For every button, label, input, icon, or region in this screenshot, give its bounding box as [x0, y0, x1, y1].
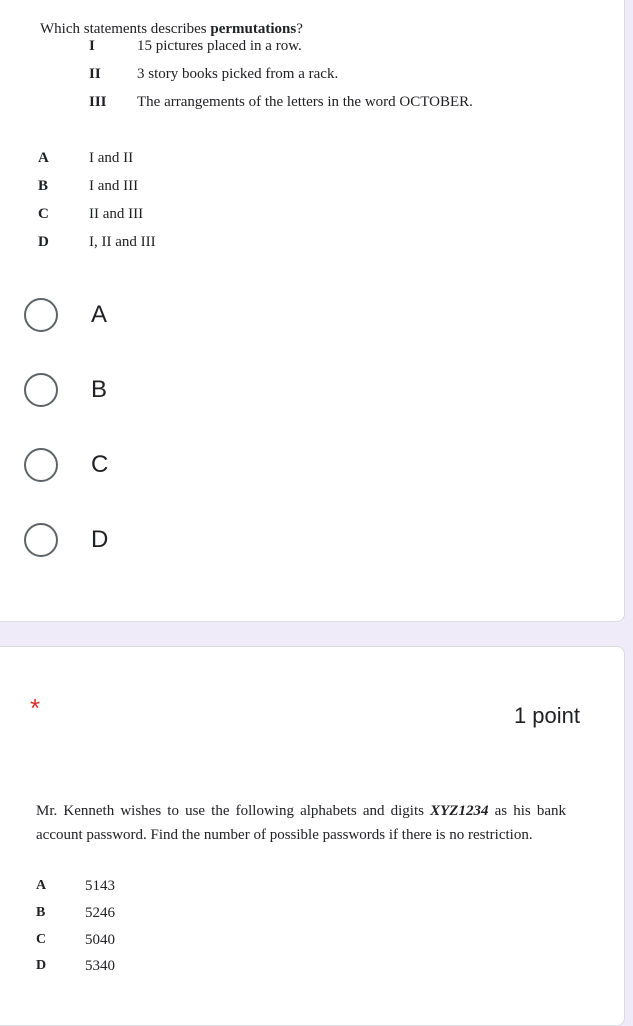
statement-text: The arrangements of the letters in the word OCTOBER. — [137, 94, 473, 110]
statement-number: II — [89, 66, 101, 82]
radio-label: D — [91, 526, 109, 553]
option-letter: C — [38, 206, 49, 222]
statement-number: I — [89, 38, 95, 54]
answer-value: 5040 — [85, 932, 115, 948]
radio-label: A — [91, 301, 108, 328]
answer-letter: A — [36, 878, 47, 893]
radio-option-b[interactable] — [24, 371, 107, 409]
radio-option-c[interactable] — [24, 446, 108, 484]
points-label: 1 point — [513, 703, 580, 728]
radio-option-a[interactable] — [24, 296, 107, 334]
required-marker: * — [30, 693, 41, 723]
radio-label: C — [91, 451, 109, 478]
radio-label: B — [91, 376, 108, 403]
statement-text: 15 pictures placed in a row. — [137, 38, 302, 54]
option-text: I, II and III — [89, 234, 156, 250]
statement-text: 3 story books picked from a rack. — [137, 66, 339, 82]
option-letter: D — [38, 234, 49, 250]
option-text: I and III — [89, 178, 139, 194]
answer-value: 5340 — [85, 958, 115, 974]
radio-circle-icon[interactable] — [24, 448, 58, 482]
answer-letter: C — [36, 932, 47, 947]
option-text: II and III — [89, 206, 144, 222]
answer-letter: B — [36, 905, 46, 920]
option-letter: B — [38, 178, 49, 194]
statement-number: III — [89, 94, 107, 110]
answer-letter: D — [36, 958, 47, 973]
radio-option-d[interactable] — [24, 521, 108, 559]
answer-value: 5246 — [85, 905, 115, 921]
radio-circle-icon[interactable] — [24, 523, 58, 557]
answer-value: 5143 — [85, 878, 115, 894]
question-2-text: Mr. Kenneth wishes to use the following alphabets and digits XYZ1234 as his bank account password. Find the number of possible passwords if there is no restriction. — [36, 803, 566, 843]
question-1-text: Which statements describes permutations? — [40, 21, 303, 37]
option-text: I and II — [89, 150, 134, 166]
radio-circle-icon[interactable] — [24, 298, 58, 332]
radio-circle-icon[interactable] — [24, 373, 58, 407]
option-letter: A — [38, 150, 49, 166]
